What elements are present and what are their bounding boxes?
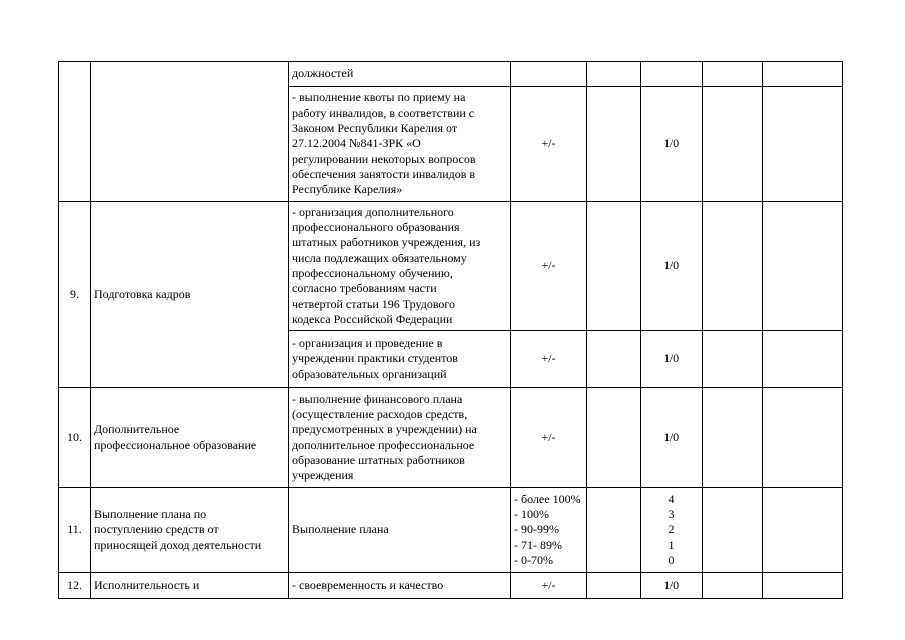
row-number: 9. bbox=[59, 202, 91, 388]
table-row bbox=[59, 573, 843, 599]
table-row bbox=[59, 488, 843, 573]
criteria-table bbox=[58, 61, 843, 599]
score-cell bbox=[641, 388, 703, 488]
score-rest: /0 bbox=[669, 136, 680, 151]
score-cell bbox=[641, 573, 703, 599]
mark-cell: +/- bbox=[511, 87, 587, 202]
criterion-text: - выполнение финансового плана (осуществление расходов средств, предусмотренных в учреждении) на дополнительное профессиональное образование штатных работников учреждения bbox=[289, 388, 511, 488]
empty-cell bbox=[703, 388, 763, 488]
indicator-name: Дополнительное профессиональное образование bbox=[91, 388, 289, 488]
empty-cell bbox=[763, 202, 843, 331]
empty-cell bbox=[703, 488, 763, 573]
score-cell bbox=[641, 62, 703, 87]
empty-cell bbox=[703, 62, 763, 87]
empty-cell bbox=[763, 573, 843, 599]
indicator-name: Исполнительность и bbox=[91, 573, 289, 599]
table-row bbox=[59, 388, 843, 488]
indicator-name bbox=[91, 62, 289, 202]
score-rest: /0 bbox=[669, 577, 680, 592]
empty-cell bbox=[587, 87, 641, 202]
criterion-text: - организация дополнительного профессионального образования штатных работников учреждения, из числа подлежащих обязательному профессиональному обучению, согласно требованиям части четвертой статьи 196 Трудового кодекса Российской Федерации bbox=[289, 202, 511, 331]
table-row bbox=[59, 202, 843, 331]
score-cell bbox=[641, 202, 703, 331]
mark-cell: +/- bbox=[511, 388, 587, 488]
criterion-text: должностей bbox=[289, 62, 511, 87]
criterion-text: - своевременность и качество bbox=[289, 573, 511, 599]
empty-cell bbox=[763, 488, 843, 573]
score-rest: /0 bbox=[669, 258, 680, 273]
empty-cell bbox=[703, 573, 763, 599]
row-number bbox=[59, 62, 91, 202]
mark-cell bbox=[511, 62, 587, 87]
score-bold: 1 bbox=[663, 351, 670, 366]
table-row bbox=[59, 62, 843, 87]
indicator-name: Подготовка кадров bbox=[91, 202, 289, 388]
empty-cell bbox=[763, 62, 843, 87]
empty-cell bbox=[587, 573, 641, 599]
score-cell: 4 3 2 1 0 bbox=[641, 488, 703, 573]
row-number: 11. bbox=[59, 488, 91, 573]
empty-cell bbox=[703, 202, 763, 331]
score-rest: /0 bbox=[669, 351, 680, 366]
score-bold: 1 bbox=[663, 429, 670, 444]
criterion-text: - выполнение квоты по приему на работу инвалидов, в соответствии с Законом Республики Карелия от 27.12.2004 №841-ЗРК «О регулировании некоторых вопросов обеспечения занятости инвалидов в Республике Карелия» bbox=[289, 87, 511, 202]
row-number: 10. bbox=[59, 388, 91, 488]
score-rest: /0 bbox=[669, 429, 680, 444]
empty-cell bbox=[703, 331, 763, 388]
indicator-name: Выполнение плана по поступлению средств от приносящей доход деятельности bbox=[91, 488, 289, 573]
row-number: 12. bbox=[59, 573, 91, 599]
criterion-text: Выполнение плана bbox=[289, 488, 511, 573]
score-cell bbox=[641, 87, 703, 202]
empty-cell bbox=[587, 488, 641, 573]
criterion-text: - организация и проведение в учреждении практики студентов образовательных организаций bbox=[289, 331, 511, 388]
empty-cell bbox=[703, 87, 763, 202]
mark-cell: +/- bbox=[511, 331, 587, 388]
empty-cell bbox=[763, 331, 843, 388]
score-bold: 1 bbox=[663, 258, 670, 273]
empty-cell bbox=[587, 62, 641, 87]
empty-cell bbox=[763, 388, 843, 488]
mark-cell: +/- bbox=[511, 202, 587, 331]
empty-cell bbox=[587, 388, 641, 488]
mark-cell: - более 100% - 100% - 90-99% - 71- 89% - 0-70% bbox=[511, 488, 587, 573]
score-bold: 1 bbox=[663, 577, 670, 592]
score-bold: 1 bbox=[663, 136, 670, 151]
empty-cell bbox=[587, 202, 641, 331]
mark-cell: +/- bbox=[511, 573, 587, 599]
score-cell bbox=[641, 331, 703, 388]
empty-cell bbox=[763, 87, 843, 202]
empty-cell bbox=[587, 331, 641, 388]
